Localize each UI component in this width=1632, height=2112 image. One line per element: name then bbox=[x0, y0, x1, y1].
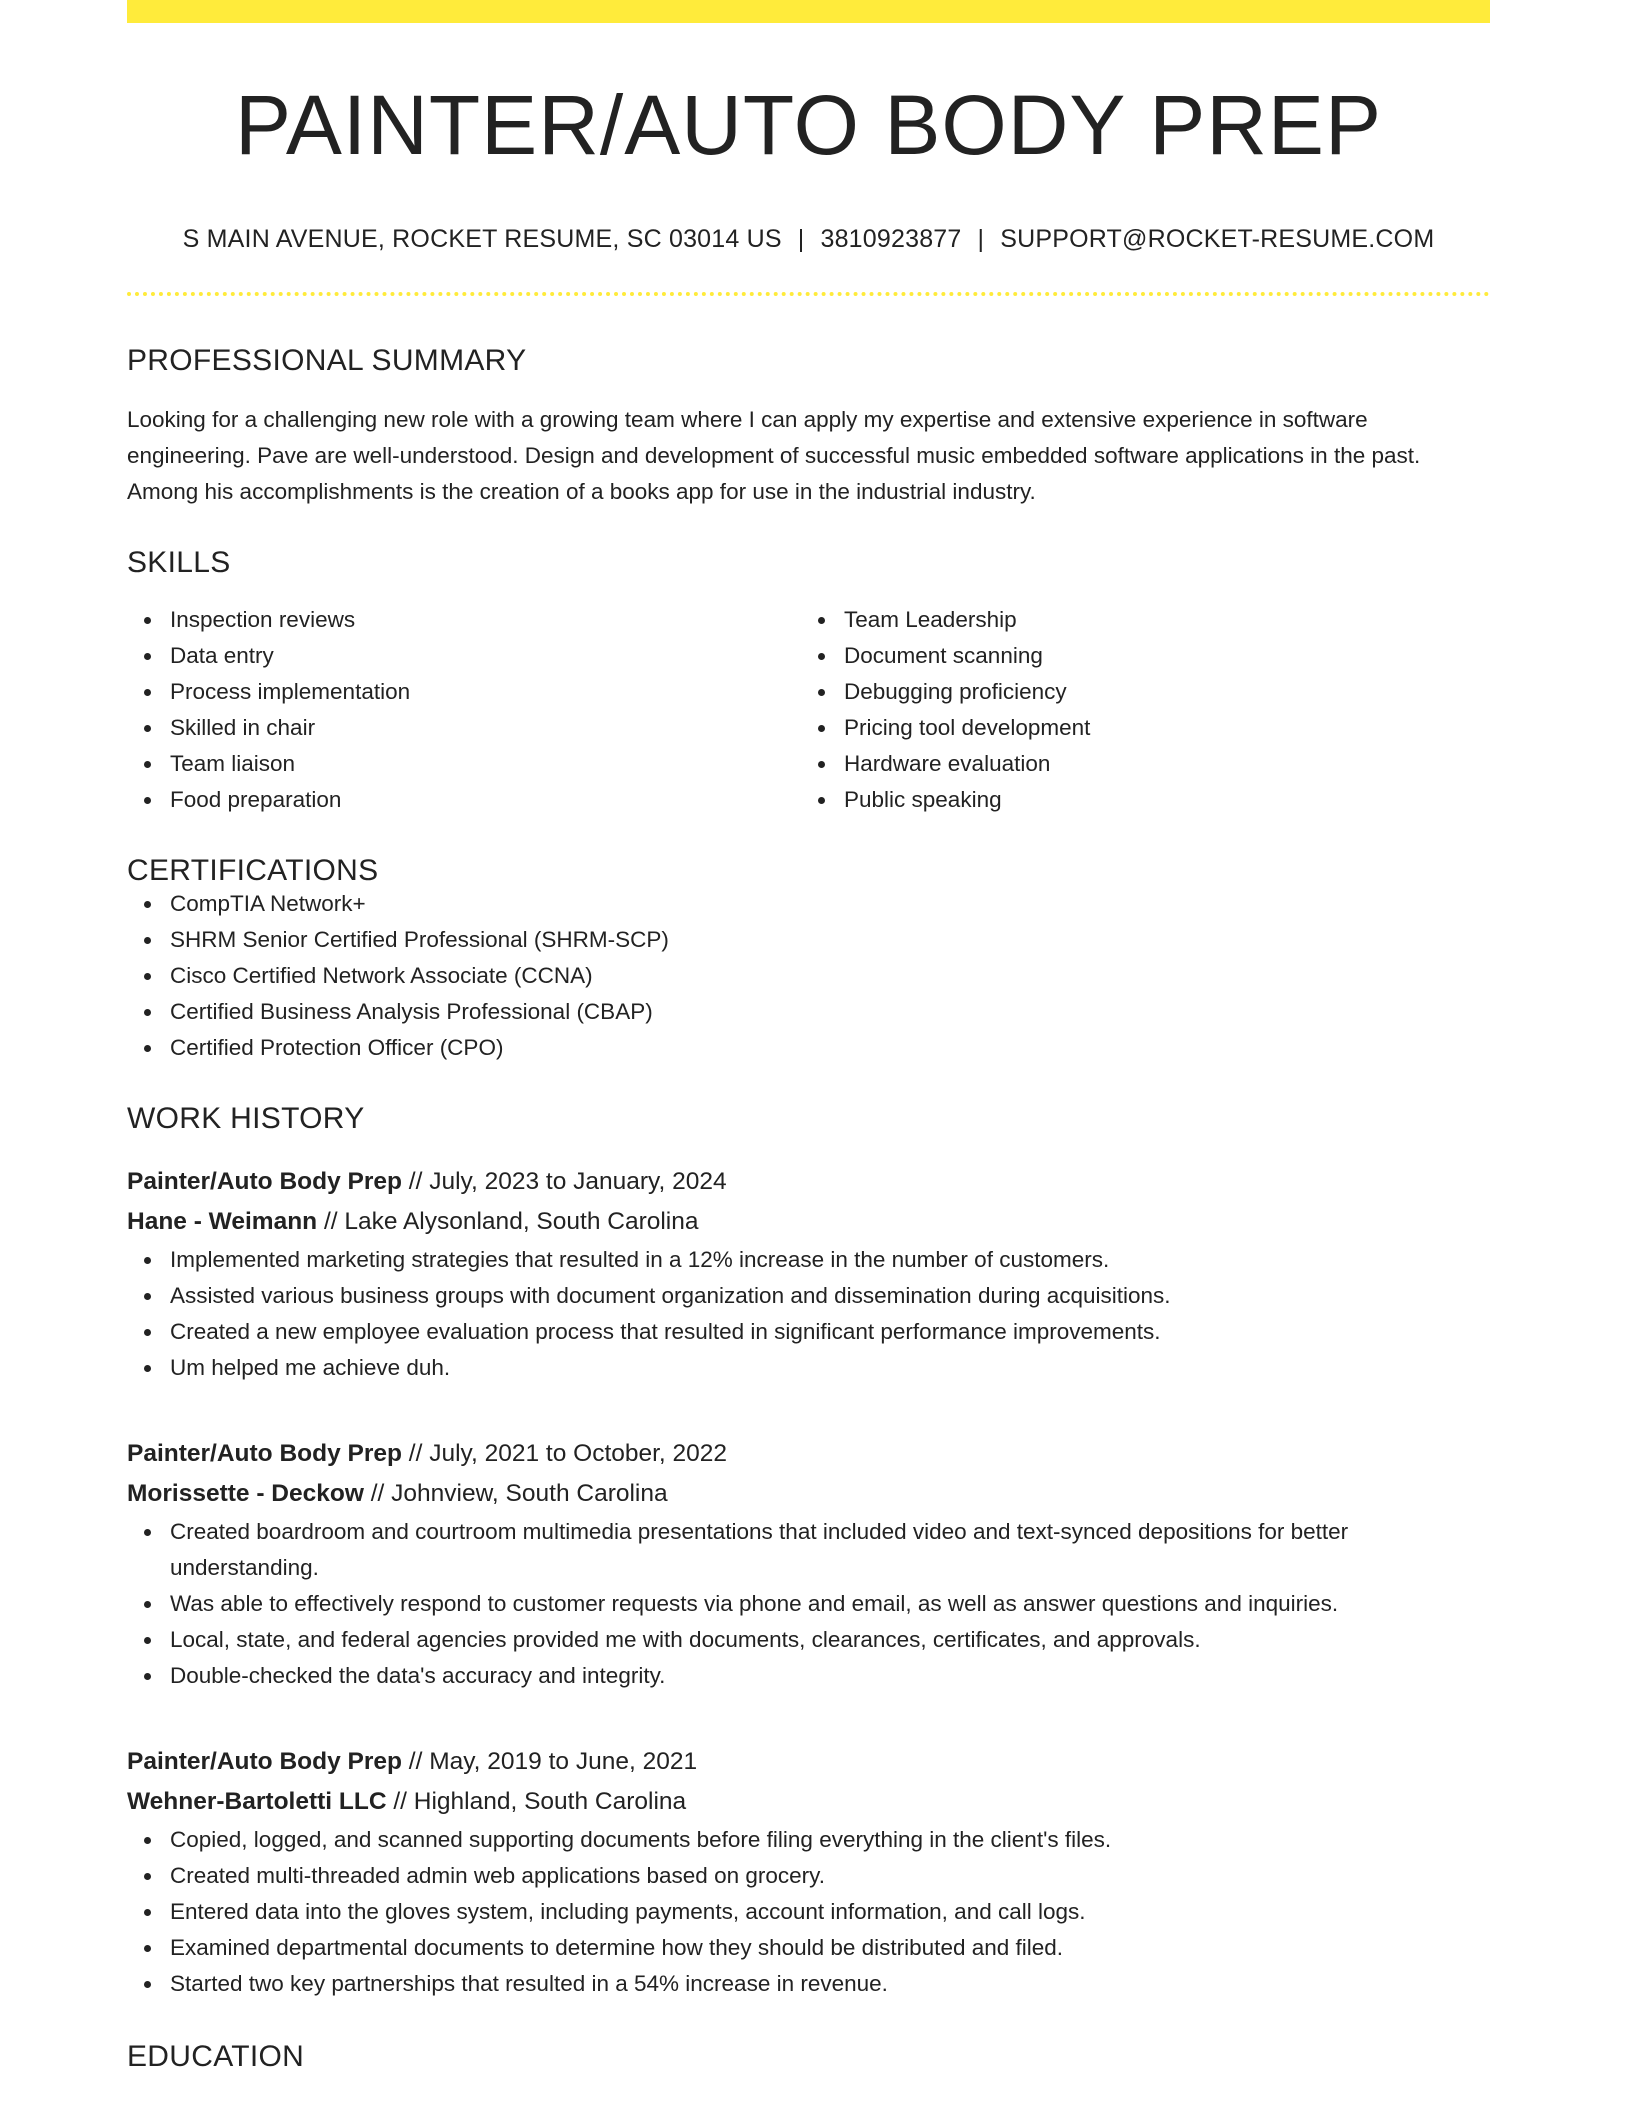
job-company: Wehner-Bartoletti LLC bbox=[127, 1788, 387, 1815]
list-item: Cisco Certified Network Associate (CCNA) bbox=[127, 958, 1490, 994]
job-company-line bbox=[127, 1202, 1490, 1242]
job-divider: // bbox=[386, 1788, 414, 1815]
skills-heading: SKILLS bbox=[127, 546, 231, 579]
list-item: Local, state, and federal agencies provided me with documents, clearances, certificates, and approvals. bbox=[127, 1622, 1490, 1658]
list-item: Skilled in chair bbox=[127, 710, 801, 746]
job-company-line bbox=[127, 1474, 1490, 1514]
job-location: Lake Alysonland, South Carolina bbox=[344, 1208, 699, 1235]
job-bullet-list bbox=[127, 1514, 1490, 1694]
job-dates: July, 2021 to October, 2022 bbox=[429, 1440, 728, 1467]
list-item: Team Leadership bbox=[801, 602, 1475, 638]
job-bullet-list bbox=[127, 1242, 1490, 1386]
certifications-list bbox=[127, 886, 1490, 1066]
list-item: Document scanning bbox=[801, 638, 1475, 674]
job-dates: May, 2019 to June, 2021 bbox=[429, 1748, 698, 1775]
job-bullet-list bbox=[127, 1822, 1490, 2002]
job-title-line bbox=[127, 1162, 1490, 1202]
list-item: Started two key partnerships that resulted in a 54% increase in revenue. bbox=[127, 1966, 1490, 2002]
list-item: Um helped me achieve duh. bbox=[127, 1350, 1490, 1386]
resume-page bbox=[127, 0, 1490, 2072]
contact-separator: | bbox=[977, 225, 985, 253]
job-divider: // bbox=[401, 1748, 430, 1775]
list-item: Entered data into the gloves system, including payments, account information, and call logs. bbox=[127, 1894, 1490, 1930]
contact-email: SUPPORT@ROCKET-RESUME.COM bbox=[1000, 225, 1435, 253]
job-divider: // bbox=[401, 1440, 430, 1467]
work-history-heading: WORK HISTORY bbox=[127, 1102, 365, 1135]
list-item: Public speaking bbox=[801, 782, 1475, 818]
contact-line bbox=[127, 227, 1490, 252]
skills-list-right bbox=[801, 602, 1475, 818]
job-title: Painter/Auto Body Prep bbox=[127, 1748, 402, 1775]
resume-title: PAINTER/AUTO BODY PREP bbox=[235, 78, 1382, 172]
job-entry bbox=[127, 1162, 1490, 1386]
job-divider: // bbox=[363, 1480, 392, 1507]
job-company: Morissette - Deckow bbox=[127, 1480, 364, 1507]
job-location: Highland, South Carolina bbox=[413, 1788, 687, 1815]
list-item: Certified Protection Officer (CPO) bbox=[127, 1030, 1490, 1066]
skills-column-right bbox=[801, 602, 1475, 818]
certifications-heading: CERTIFICATIONS bbox=[127, 854, 379, 887]
header-divider bbox=[127, 292, 1490, 296]
job-title: Painter/Auto Body Prep bbox=[127, 1168, 402, 1195]
summary-text: Looking for a challenging new role with a growing team where I can apply my expertise and extensive experience in software engineering. Pave are well-understood. Design and development of successful music embedded software applications in the past. Among his accomplishments is the creation of a books app for use in the industrial industry. bbox=[127, 407, 1421, 504]
contact-address: S MAIN AVENUE, ROCKET RESUME, SC 03014 US bbox=[182, 225, 782, 253]
contact-separator: | bbox=[797, 225, 805, 253]
list-item: Created a new employee evaluation process that resulted in significant performance improvements. bbox=[127, 1314, 1490, 1350]
skills-column-left bbox=[127, 602, 801, 818]
job-divider: // bbox=[401, 1168, 430, 1195]
summary-heading: PROFESSIONAL SUMMARY bbox=[127, 344, 527, 377]
list-item: Certified Business Analysis Professional (CBAP) bbox=[127, 994, 1490, 1030]
list-item: Team liaison bbox=[127, 746, 801, 782]
job-company-line bbox=[127, 1782, 1490, 1822]
list-item: SHRM Senior Certified Professional (SHRM-SCP) bbox=[127, 922, 1490, 958]
list-item: Was able to effectively respond to customer requests via phone and email, as well as answer questions and inquiries. bbox=[127, 1586, 1490, 1622]
list-item: Debugging proficiency bbox=[801, 674, 1475, 710]
list-item: Process implementation bbox=[127, 674, 801, 710]
list-item: Created multi-threaded admin web applications based on grocery. bbox=[127, 1858, 1490, 1894]
job-title: Painter/Auto Body Prep bbox=[127, 1440, 402, 1467]
list-item: Implemented marketing strategies that resulted in a 12% increase in the number of customers. bbox=[127, 1242, 1490, 1278]
job-title-line bbox=[127, 1742, 1490, 1782]
list-item: Created boardroom and courtroom multimedia presentations that included video and text-synced depositions for better understanding. bbox=[127, 1514, 1490, 1586]
accent-bar bbox=[127, 0, 1490, 23]
list-item: Hardware evaluation bbox=[801, 746, 1475, 782]
list-item: Copied, logged, and scanned supporting documents before filing everything in the client's files. bbox=[127, 1822, 1490, 1858]
list-item: Examined departmental documents to determine how they should be distributed and filed. bbox=[127, 1930, 1490, 1966]
list-item: Double-checked the data's accuracy and integrity. bbox=[127, 1658, 1490, 1694]
job-dates: July, 2023 to January, 2024 bbox=[429, 1168, 727, 1195]
list-item: Inspection reviews bbox=[127, 602, 801, 638]
work-history-list bbox=[127, 1162, 1490, 2002]
list-item: Assisted various business groups with document organization and dissemination during acquisitions. bbox=[127, 1278, 1490, 1314]
job-location: Johnview, South Carolina bbox=[391, 1480, 668, 1507]
skills-columns bbox=[127, 602, 1490, 818]
list-item: Data entry bbox=[127, 638, 801, 674]
job-company: Hane - Weimann bbox=[127, 1208, 318, 1235]
job-entry bbox=[127, 1434, 1490, 1694]
job-title-line bbox=[127, 1434, 1490, 1474]
list-item: Food preparation bbox=[127, 782, 801, 818]
list-item: Pricing tool development bbox=[801, 710, 1475, 746]
job-entry bbox=[127, 1742, 1490, 2002]
skills-list-left bbox=[127, 602, 801, 818]
contact-phone: 3810923877 bbox=[820, 225, 962, 253]
education-heading: EDUCATION bbox=[127, 2040, 305, 2073]
list-item: CompTIA Network+ bbox=[127, 886, 1490, 922]
job-divider: // bbox=[317, 1208, 345, 1235]
